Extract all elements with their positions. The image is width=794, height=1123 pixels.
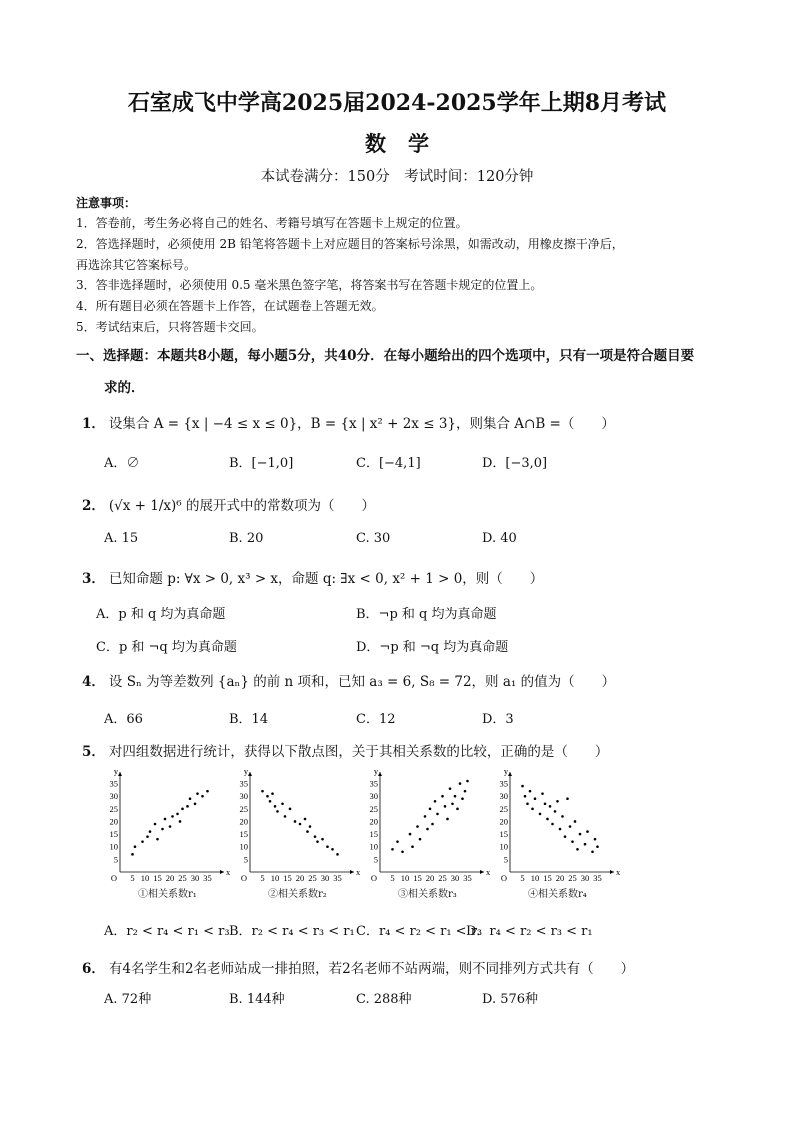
- notice-item: 再选涂其它答案标号。: [76, 258, 197, 272]
- x-tick-label: 25: [308, 873, 317, 883]
- question-stem: 设集合 A = {x | −4 ≤ x ≤ 0}，B = {x | x² + 2x ≤ 3}，则集合 A∩B =（ ）: [108, 416, 615, 432]
- data-point: [429, 808, 432, 811]
- x-tick-label: 30: [190, 873, 200, 883]
- x-axis-label: x: [486, 867, 491, 877]
- data-point: [196, 792, 199, 795]
- y-tick-label: 35: [239, 778, 248, 789]
- plot-caption: ①相关系数r₁: [138, 889, 197, 900]
- option-b[interactable]: B. 144种: [229, 992, 285, 1007]
- option-b[interactable]: B．[−1,0]: [229, 456, 294, 471]
- y-axis-arrow: [378, 772, 382, 776]
- y-axis-label: y: [113, 766, 119, 776]
- option-d[interactable]: D．[−3,0]: [482, 456, 548, 471]
- plot-caption: ③相关系数r₃: [398, 889, 457, 900]
- data-point: [559, 828, 562, 831]
- data-point: [201, 795, 204, 798]
- x-tick-label: 30: [320, 873, 330, 883]
- data-point: [331, 848, 334, 851]
- data-point: [464, 790, 467, 793]
- option-c[interactable]: C．p 和 ¬q 均为真命题: [96, 640, 237, 655]
- data-point: [161, 828, 164, 831]
- data-point: [461, 797, 464, 800]
- data-point: [294, 820, 297, 823]
- section-heading: 一、选择题：本题共8小题，每小题5分，共40分．在每小题给出的四个选项中，只有一项是符合题目要: [76, 348, 695, 364]
- option-d[interactable]: D．3: [482, 712, 514, 727]
- option-a[interactable]: A．∅: [104, 456, 140, 471]
- scatter-plot-4: [496, 766, 621, 898]
- data-point: [326, 845, 329, 848]
- option-c[interactable]: C. 30: [356, 531, 391, 546]
- option-a[interactable]: A．r₂ < r₄ < r₁ < r₃: [104, 924, 230, 939]
- question-stem: 有4名学生和2名老师站成一排拍照，若2名老师不站两端，则不同排列方式共有（ ）: [108, 961, 635, 977]
- question-number: 1．: [82, 416, 105, 432]
- data-point: [459, 782, 462, 785]
- question-2: [82, 494, 375, 514]
- data-point: [426, 828, 429, 831]
- x-tick-label: 35: [333, 873, 342, 883]
- option-d[interactable]: D. 576种: [482, 992, 539, 1007]
- data-point: [194, 802, 197, 805]
- data-point: [276, 810, 279, 813]
- question-number: 5．: [82, 744, 105, 760]
- x-tick-label: 5: [130, 873, 135, 883]
- y-tick-label: 25: [109, 803, 118, 814]
- x-tick-label: 25: [568, 873, 577, 883]
- y-tick-label: 25: [499, 803, 508, 814]
- data-point: [176, 813, 179, 816]
- x-tick-label: 20: [165, 873, 175, 883]
- data-point: [576, 848, 579, 851]
- question-6: [82, 957, 634, 977]
- y-axis-label: y: [503, 766, 509, 776]
- data-point: [206, 790, 209, 793]
- x-tick-label: 10: [530, 873, 540, 883]
- scatter-svg: [236, 766, 361, 883]
- y-axis-label: y: [243, 766, 249, 776]
- data-point: [441, 795, 444, 798]
- plot-caption: ④相关系数r₄: [528, 889, 587, 900]
- option-b[interactable]: B．14: [229, 712, 269, 727]
- data-point: [561, 815, 564, 818]
- question-4: [82, 670, 615, 690]
- scatter-svg: [106, 766, 231, 883]
- data-point: [409, 833, 412, 836]
- data-point: [456, 808, 459, 811]
- data-point: [289, 808, 292, 811]
- y-tick-label: 35: [369, 778, 378, 789]
- x-tick-label: 15: [413, 873, 422, 883]
- scatter-plot-1: [106, 766, 231, 898]
- data-point: [569, 825, 572, 828]
- data-point: [299, 823, 302, 826]
- x-tick-label: 35: [203, 873, 212, 883]
- y-tick-label: 5: [503, 854, 508, 865]
- section-heading-cont: 求的．: [104, 380, 145, 396]
- data-point: [179, 820, 182, 823]
- question-number: 4．: [82, 674, 105, 690]
- data-point: [169, 825, 172, 828]
- data-point: [524, 795, 527, 798]
- data-point: [431, 823, 434, 826]
- y-tick-label: 30: [499, 791, 508, 802]
- option-b[interactable]: B．¬p 和 q 均为真命题: [356, 607, 497, 622]
- data-point: [564, 835, 567, 838]
- data-point: [154, 823, 157, 826]
- y-tick-label: 15: [109, 829, 118, 840]
- x-axis-arrow: [350, 870, 354, 874]
- y-tick-label: 10: [239, 841, 248, 852]
- data-point: [309, 825, 312, 828]
- option-b[interactable]: B．r₂ < r₄ < r₃ < r₁: [229, 924, 355, 939]
- y-tick-label: 20: [369, 816, 378, 827]
- question-stem: 对四组数据进行统计，获得以下散点图，关于其相关系数的比较，正确的是（ ）: [108, 744, 609, 760]
- data-point: [156, 838, 159, 841]
- data-point: [529, 790, 532, 793]
- data-point: [551, 823, 554, 826]
- y-axis-arrow: [248, 772, 252, 776]
- data-point: [284, 815, 287, 818]
- y-axis-label: y: [373, 766, 379, 776]
- y-tick-label: 10: [109, 841, 118, 852]
- y-tick-label: 5: [243, 854, 248, 865]
- y-axis-arrow: [508, 772, 512, 776]
- data-point: [411, 845, 414, 848]
- data-point: [574, 820, 577, 823]
- data-point: [186, 805, 189, 808]
- x-tick-label: 15: [153, 873, 162, 883]
- notice-heading: 注意事项：: [76, 196, 137, 210]
- origin-label: O: [110, 873, 118, 883]
- data-point: [171, 815, 174, 818]
- x-tick-label: 5: [260, 873, 265, 883]
- data-point: [526, 802, 529, 805]
- data-point: [434, 800, 437, 803]
- option-c[interactable]: C. 288种: [356, 992, 412, 1007]
- x-tick-label: 35: [593, 873, 602, 883]
- data-point: [436, 813, 439, 816]
- data-point: [266, 795, 269, 798]
- x-tick-label: 10: [270, 873, 280, 883]
- y-tick-label: 25: [239, 803, 248, 814]
- data-point: [446, 818, 449, 821]
- exam-title: 石室成飞中学高2025届2024-2025学年上期8月考试: [127, 90, 667, 116]
- y-tick-label: 30: [239, 791, 248, 802]
- data-point: [306, 830, 309, 833]
- data-point: [134, 845, 137, 848]
- data-point: [281, 802, 284, 805]
- x-tick-label: 15: [543, 873, 552, 883]
- data-point: [584, 843, 587, 846]
- y-tick-label: 25: [369, 803, 378, 814]
- data-point: [454, 795, 457, 798]
- y-tick-label: 20: [239, 816, 248, 827]
- y-tick-label: 10: [369, 841, 378, 852]
- data-point: [189, 797, 192, 800]
- question-5: [82, 740, 608, 760]
- x-tick-label: 20: [425, 873, 435, 883]
- data-point: [261, 790, 264, 793]
- option-a[interactable]: A. 72种: [104, 992, 152, 1007]
- y-tick-label: 5: [373, 854, 378, 865]
- option-c[interactable]: C．12: [356, 712, 396, 727]
- data-point: [591, 850, 594, 853]
- data-point: [416, 825, 419, 828]
- x-axis-arrow: [610, 870, 614, 874]
- data-point: [274, 805, 277, 808]
- data-point: [541, 792, 544, 795]
- data-point: [396, 840, 399, 843]
- x-axis-label: x: [226, 867, 231, 877]
- data-point: [594, 838, 597, 841]
- data-point: [336, 853, 339, 856]
- question-stem: 已知命题 p: ∀x > 0, x³ > x，命题 q: ∃x < 0, x² + 1 > 0，则（ ）: [108, 571, 544, 587]
- question-number: 3．: [82, 571, 105, 587]
- y-tick-label: 15: [369, 829, 378, 840]
- option-c[interactable]: C．[−4,1]: [356, 456, 421, 471]
- question-3: [82, 567, 543, 587]
- y-tick-label: 15: [239, 829, 248, 840]
- y-axis-arrow: [118, 772, 122, 776]
- data-point: [449, 787, 452, 790]
- scatter-svg: [496, 766, 621, 883]
- data-point: [391, 848, 394, 851]
- y-tick-label: 35: [499, 778, 508, 789]
- data-point: [544, 802, 547, 805]
- data-point: [566, 797, 569, 800]
- scatter-plot-3: [366, 766, 491, 898]
- origin-label: O: [240, 873, 248, 883]
- x-axis-arrow: [220, 870, 224, 874]
- y-tick-label: 30: [369, 791, 378, 802]
- data-point: [181, 808, 184, 811]
- notice-item: 3．答非选择题时，必须使用 0.5 毫米黑色签字笔，将答案书写在答题卡规定的位置上。: [76, 278, 543, 292]
- option-a[interactable]: A. 15: [104, 531, 139, 546]
- data-point: [164, 818, 167, 821]
- data-point: [314, 835, 317, 838]
- question-number: 2．: [82, 498, 105, 514]
- x-tick-label: 30: [450, 873, 460, 883]
- question-stem: (√x + 1/x)⁶ 的展开式中的常数项为（ ）: [108, 498, 376, 514]
- data-point: [521, 785, 524, 788]
- notice-item: 5．考试结束后，只将答题卡交回。: [76, 320, 264, 334]
- notice-item: 1．答卷前，考生务必将自己的姓名、考籍号填写在答题卡上规定的位置。: [76, 216, 468, 230]
- data-point: [271, 792, 274, 795]
- data-point: [579, 833, 582, 836]
- origin-label: O: [370, 873, 378, 883]
- data-point: [539, 813, 542, 816]
- x-tick-label: 10: [400, 873, 410, 883]
- x-tick-label: 5: [390, 873, 395, 883]
- data-point: [304, 818, 307, 821]
- question-1: [82, 412, 615, 432]
- y-tick-label: 35: [109, 778, 118, 789]
- data-point: [466, 780, 469, 783]
- notice-item: 4．所有题目必须在答题卡上作答，在试题卷上答题无效。: [76, 299, 384, 313]
- data-point: [444, 805, 447, 808]
- option-b[interactable]: B. 20: [229, 531, 264, 546]
- x-tick-label: 15: [283, 873, 292, 883]
- data-point: [419, 838, 422, 841]
- scatter-svg: [366, 766, 491, 883]
- x-axis-label: x: [616, 867, 621, 877]
- y-tick-label: 10: [499, 841, 508, 852]
- x-tick-label: 25: [438, 873, 447, 883]
- y-tick-label: 15: [499, 829, 508, 840]
- y-tick-label: 30: [109, 791, 118, 802]
- option-a[interactable]: A．p 和 q 均为真命题: [96, 607, 226, 622]
- x-tick-label: 25: [178, 873, 187, 883]
- x-tick-label: 20: [295, 873, 305, 883]
- y-tick-label: 20: [109, 816, 118, 827]
- x-axis-label: x: [356, 867, 361, 877]
- origin-label: O: [500, 873, 508, 883]
- question-stem: 设 Sₙ 为等差数列 {aₙ} 的前 n 项和，已知 a₃ = 6, S₈ = 72，则 a₁ 的值为（ ）: [108, 674, 616, 690]
- data-point: [424, 815, 427, 818]
- data-point: [556, 800, 559, 803]
- x-tick-label: 5: [520, 873, 525, 883]
- y-tick-label: 20: [499, 816, 508, 827]
- data-point: [269, 800, 272, 803]
- data-point: [316, 840, 319, 843]
- data-point: [531, 808, 534, 811]
- scatter-plot-2: [236, 766, 361, 898]
- data-point: [141, 840, 144, 843]
- data-point: [149, 830, 152, 833]
- data-point: [549, 805, 552, 808]
- x-tick-label: 30: [580, 873, 590, 883]
- subject-title: 数学: [365, 131, 451, 156]
- option-d[interactable]: D．r₄ < r₂ < r₃ < r₁: [466, 924, 593, 939]
- option-c[interactable]: C．r₄ < r₂ < r₁ < r₃: [356, 924, 483, 939]
- option-d[interactable]: D. 40: [482, 531, 517, 546]
- plot-caption: ②相关系数r₂: [268, 889, 327, 900]
- question-number: 6．: [82, 961, 105, 977]
- data-point: [401, 850, 404, 853]
- exam-meta: 本试卷满分：150分 考试时间：120分钟: [260, 169, 534, 185]
- data-point: [451, 802, 454, 805]
- x-tick-label: 10: [140, 873, 150, 883]
- option-d[interactable]: D．¬p 和 ¬q 均为真命题: [356, 640, 509, 655]
- data-point: [554, 810, 557, 813]
- x-axis-arrow: [480, 870, 484, 874]
- data-point: [596, 845, 599, 848]
- notice-item: 2．答选择题时，必须使用 2B 铅笔将答题卡上对应题目的答案标号涂黑，如需改动，用橡皮擦干净后，: [76, 237, 624, 251]
- data-point: [586, 830, 589, 833]
- data-point: [146, 835, 149, 838]
- x-tick-label: 20: [555, 873, 565, 883]
- data-point: [321, 838, 324, 841]
- data-point: [571, 840, 574, 843]
- option-a[interactable]: A．66: [104, 712, 143, 727]
- data-point: [534, 797, 537, 800]
- data-point: [131, 853, 134, 856]
- data-point: [546, 818, 549, 821]
- x-tick-label: 35: [463, 873, 472, 883]
- y-tick-label: 5: [113, 854, 118, 865]
